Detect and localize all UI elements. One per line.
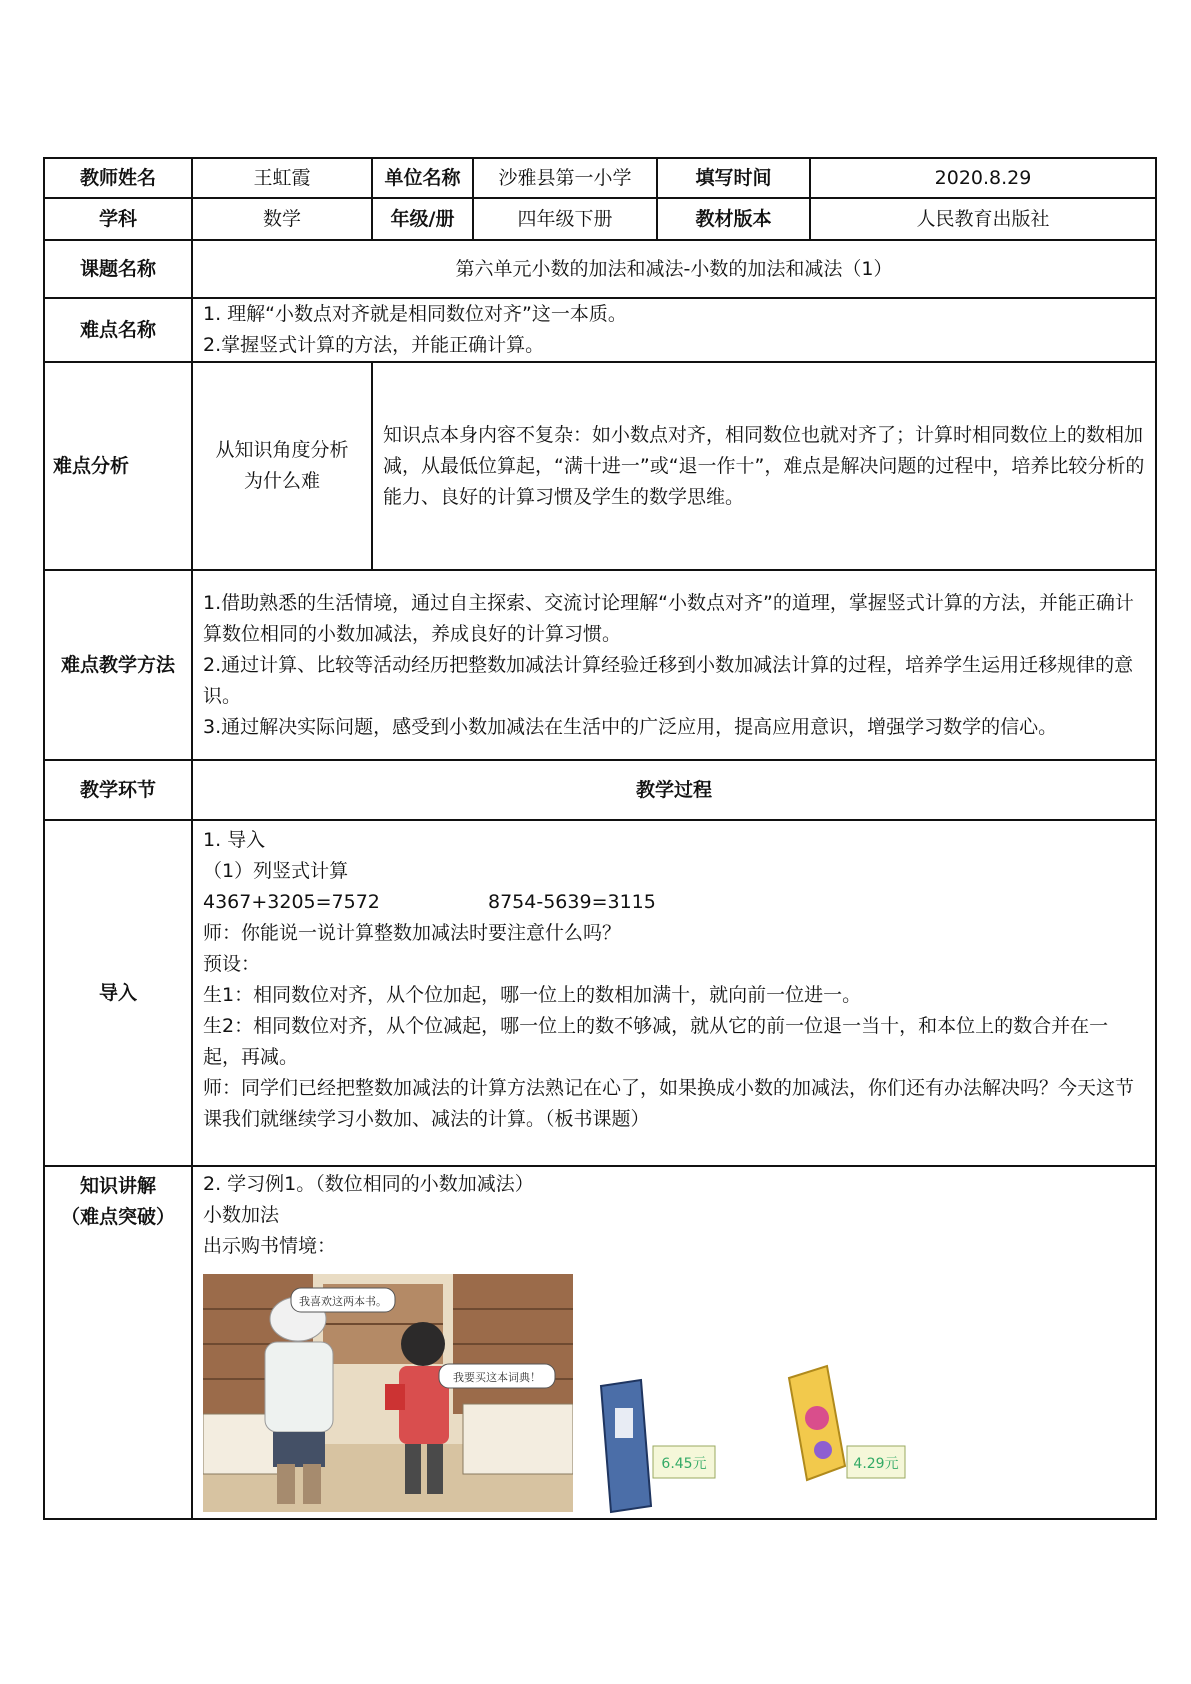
equation-2: 8754-5639=3115 bbox=[488, 891, 656, 913]
topic-label: 课题名称 bbox=[44, 240, 192, 298]
bookstore-illustration bbox=[203, 1268, 1145, 1518]
intro-line-6: 生2：相同数位对齐，从个位减起，哪一位上的数不够减，就从它的前一位退一当十，和本位上的数合并在一起，再减。 bbox=[203, 1015, 1109, 1068]
knowledge-content bbox=[192, 1166, 1156, 1519]
grade-label: 年级/册 bbox=[372, 198, 473, 240]
price-tag-1: 6.45元 bbox=[661, 1456, 707, 1472]
edition-value: 人民教育出版社 bbox=[810, 198, 1156, 240]
intro-line-3: 师：你能说一说计算整数加减法时要注意什么吗？ bbox=[203, 922, 622, 944]
knowledge-line-2: 小数加法 bbox=[203, 1204, 280, 1226]
subject-label: 学科 bbox=[44, 198, 192, 240]
knowledge-label bbox=[44, 1166, 192, 1519]
grade-value: 四年级下册 bbox=[473, 198, 657, 240]
analysis-label: 难点分析 bbox=[44, 362, 192, 570]
topic-value: 第六单元小数的加法和减法-小数的加法和减法（1） bbox=[192, 240, 1156, 298]
analysis-sub-label: 从知识角度分析为什么难 bbox=[192, 362, 372, 570]
knowledge-line-1: 2. 学习例1。（数位相同的小数加减法） bbox=[203, 1173, 534, 1195]
teacher-value: 王虹霞 bbox=[192, 158, 372, 198]
bubble-text-1: 我喜欢这两本书。 bbox=[299, 1295, 387, 1308]
method-content bbox=[192, 570, 1156, 760]
difficulty-label: 难点名称 bbox=[44, 298, 192, 362]
equation-1: 4367+3205=7572 bbox=[203, 891, 380, 913]
knowledge-label-line-2: （难点突破） bbox=[60, 1206, 175, 1228]
intro-label: 导入 bbox=[44, 820, 192, 1166]
difficulty-line-2: 2.掌握竖式计算的方法，并能正确计算。 bbox=[203, 334, 545, 356]
method-line-3: 3.通过解决实际问题，感受到小数加减法在生活中的广泛应用，提高应用意识，增强学习数学的信心。 bbox=[203, 715, 1058, 738]
difficulty-content bbox=[192, 298, 1156, 362]
date-label: 填写时间 bbox=[657, 158, 810, 198]
intro-content bbox=[192, 820, 1156, 1166]
knowledge-label-line-1: 知识讲解 bbox=[79, 1175, 156, 1197]
analysis-text: 知识点本身内容不复杂：如小数点对齐，相同数位也就对齐了；计算时相同数位上的数相加减，从最低位算起，“满十进一”或“退一作十”，难点是解决问题的过程中，培养比较分析的能力、良好的计算习惯及学生的数学思维。 bbox=[372, 362, 1156, 570]
edition-label: 教材版本 bbox=[657, 198, 810, 240]
subject-value: 数学 bbox=[192, 198, 372, 240]
method-line-2: 2.通过计算、比较等活动经历把整数加减法计算经验迁移到小数加减法计算的过程，培养学生运用迁移规律的意识。 bbox=[203, 653, 1134, 707]
intro-line-1: 1. 导入 bbox=[203, 829, 266, 851]
date-value: 2020.8.29 bbox=[810, 158, 1156, 198]
intro-line-4: 预设： bbox=[203, 953, 261, 975]
teacher-label: 教师姓名 bbox=[44, 158, 192, 198]
unit-label: 单位名称 bbox=[372, 158, 473, 198]
bubble-text-2: 我要买这本词典！ bbox=[453, 1371, 541, 1384]
intro-equations bbox=[203, 887, 1145, 918]
method-label: 难点教学方法 bbox=[44, 570, 192, 760]
intro-line-5: 生1：相同数位对齐，从个位加起，哪一位上的数相加满十，就向前一位进一。 bbox=[203, 984, 862, 1006]
process-value: 教学过程 bbox=[192, 760, 1156, 820]
intro-line-7: 师：同学们已经把整数加减法的计算方法熟记在心了，如果换成小数的加减法，你们还有办法解决吗？今天这节课我们就继续学习小数加、减法的计算。（板书课题） bbox=[203, 1077, 1135, 1130]
method-line-1: 1.借助熟悉的生活情境，通过自主探索、交流讨论理解“小数点对齐”的道理，掌握竖式计算的方法，并能正确计算数位相同的小数加减法，养成良好的计算习惯。 bbox=[203, 591, 1134, 645]
bookstore-scene-image bbox=[203, 1274, 573, 1512]
dictionary-book-image bbox=[783, 1358, 913, 1518]
poetry-book-image bbox=[593, 1378, 723, 1518]
difficulty-line-1: 1. 理解“小数点对齐就是相同数位对齐”这一本质。 bbox=[203, 303, 627, 325]
intro-line-2: （1）列竖式计算 bbox=[203, 860, 349, 882]
price-tag-2: 4.29元 bbox=[853, 1456, 899, 1472]
process-label: 教学环节 bbox=[44, 760, 192, 820]
knowledge-line-3: 出示购书情境： bbox=[203, 1235, 337, 1257]
lesson-plan-table bbox=[43, 157, 1157, 1520]
unit-value: 沙雅县第一小学 bbox=[473, 158, 657, 198]
